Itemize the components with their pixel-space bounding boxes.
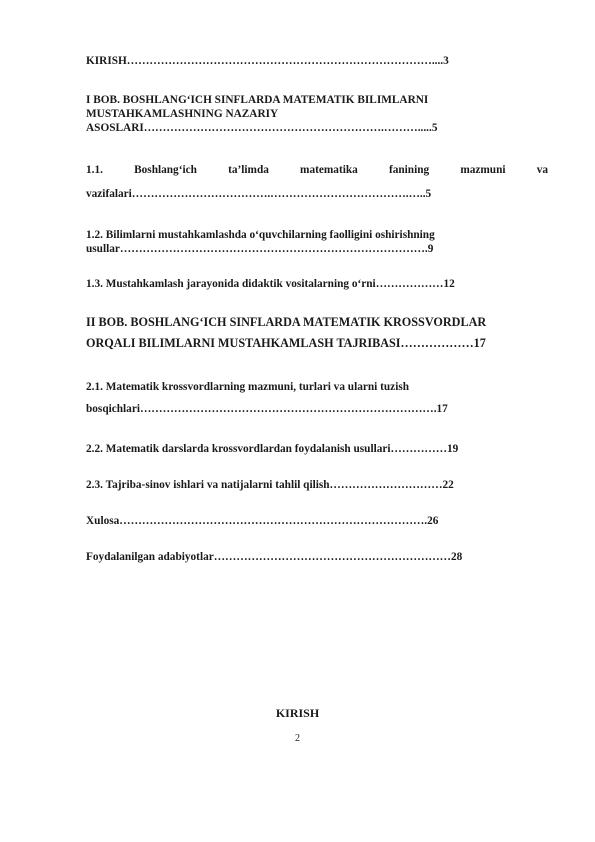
toc-entry-1-2 (86, 228, 554, 256)
toc-entry-bob2 (86, 312, 554, 354)
toc-entry-foydalanilgan: Foydalanilgan adabiyotlar………………………………………………………28 (86, 551, 463, 563)
toc-bob1-line-3: ASOSLARI……………………………………………………….……….....5 (86, 122, 438, 134)
toc-2-1-line-2: bosqichlari…………………………………………………………………….17 (86, 403, 448, 415)
toc-1-2-line-2: usullar……………………………………………………………………….9 (86, 243, 434, 255)
toc-1-1-word: va (536, 164, 548, 176)
toc-entry-xulosa: Xulosa……………………………………………………………………….26 (86, 515, 439, 527)
toc-1-1-word: fanining (388, 164, 430, 176)
toc-2-1-line-1: 2.1. Matematik krossvordlarning mazmuni, turlari va ularni tuzish (86, 381, 410, 393)
toc-entry-kirish: KIRISH………………………………………………………………………....3 (86, 55, 449, 67)
table-of-contents (86, 54, 554, 564)
toc-entry-2-1 (86, 376, 554, 420)
toc-bob1-line-2: MUSTAHKAMLASHNING NAZARIY (86, 108, 279, 120)
page-number: 2 (295, 733, 300, 744)
toc-entry-2-3: 2.3. Tajriba-sinov ishlari va natijalarni tahlil qilish…………………………22 (86, 479, 454, 491)
toc-bob2-line-2: ORQALI BILIMLARNI MUSTAHKAMLASH TAJRIBASI………………17 (86, 336, 486, 350)
toc-entry-2-2: 2.2. Matematik darslarda krossvordlardan foydalanish usullari……………19 (86, 443, 459, 455)
toc-1-1-line-2: vazifalari……………………………….……………………………….…..5 (86, 188, 432, 200)
toc-entry-1-3: 1.3. Mustahkamlash jarayonida didaktik vositalarning o‘rni………………12 (86, 278, 455, 290)
toc-1-1-word: 1.1. (86, 164, 103, 176)
toc-bob1-line-1: I BOB. BOSHLANG‘ICH SINFLARDA MATEMATIK BILIMLARNI (86, 94, 429, 106)
toc-entry-bob1 (86, 93, 554, 135)
section-heading: KIRISH (275, 706, 320, 720)
toc-1-1-word: Boshlang‘ich (134, 164, 197, 176)
toc-1-1-word: matematika (300, 164, 358, 176)
toc-1-1-word: mazmuni (460, 164, 506, 176)
toc-1-1-line-1 (86, 158, 548, 182)
toc-1-1-word: ta’limda (228, 164, 269, 176)
toc-entry-1-1 (86, 158, 554, 206)
toc-bob2-line-1: II BOB. BOSHLANG‘ICH SINFLARDA MATEMATIK KROSSVORDLAR (86, 315, 487, 329)
toc-1-2-line-1: 1.2. Bilimlarni mustahkamlashda o‘quvchilarning faolligini oshirishning (86, 229, 435, 241)
